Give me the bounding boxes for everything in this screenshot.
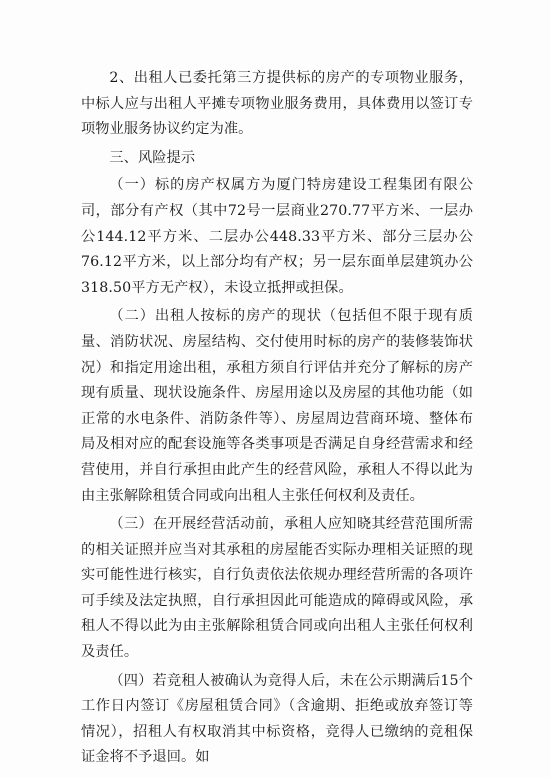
paragraph-property-ownership: （一）标的房产权属方为厦门特房建设工程集团有限公司，部分有产权（其中72号一层商业270.77平方米、一层办公144.12平方米、二层办公448.33平方米、部分三层办公76.12平方米，以上部分均有产权；另一层东面单层建筑办公318.50平方无产权），未设立抵押或担保。 — [81, 177, 473, 296]
paragraph-property-condition: （二）出租人按标的房产的现状（包括但不限于现有质量、消防状况、房屋结构、交付使用时标的房产的装修装饰状况）和指定用途出租，承租方须自行评估并充分了解标的房产现有质量、现状设施条件、房屋用途以及房屋的其他功能（如正常的水电条件、消防条件等）、房屋周边营商环境、整体布局及相对应的配套设施等各类事项是否满足自身经营需求和经营使用，并自行承担由此产生的经营风险，承租人不得以此为由主张解除租赁合同或向出租人主张任何权利及责任。 — [81, 308, 473, 504]
section-heading-risk-notice: 三、风险提示 — [109, 149, 196, 166]
document-body — [81, 66, 473, 774]
paragraph-contract-signing: （四）若竞租人被确认为竞得人后，未在公示期满后15个工作日内签订《房屋租赁合同》（含逾期、拒绝或放弃签订等情况），招租人有权取消其中标资格，竞得人已缴纳的竞租保证金将不予退回。如 — [81, 672, 473, 766]
paragraph-business-license: （三）在开展经营活动前，承租人应知晓其经营范围所需的相关证照并应当对其承租的房屋能否实际办理相关证照的现实可能性进行核实，自行负责依法依规办理经营所需的各项许可手续及法定执照，自行承担因此可能造成的障碍或风险，承租人不得以此为由主张解除租赁合同或向出租人主张任何权利及责任。 — [81, 516, 473, 661]
paragraph-property-service-fee: 2、出租人已委托第三方提供标的房产的专项物业服务，中标人应与出租人平摊专项物业服务费用，具体费用以签订专项物业服务协议约定为准。 — [81, 70, 473, 138]
